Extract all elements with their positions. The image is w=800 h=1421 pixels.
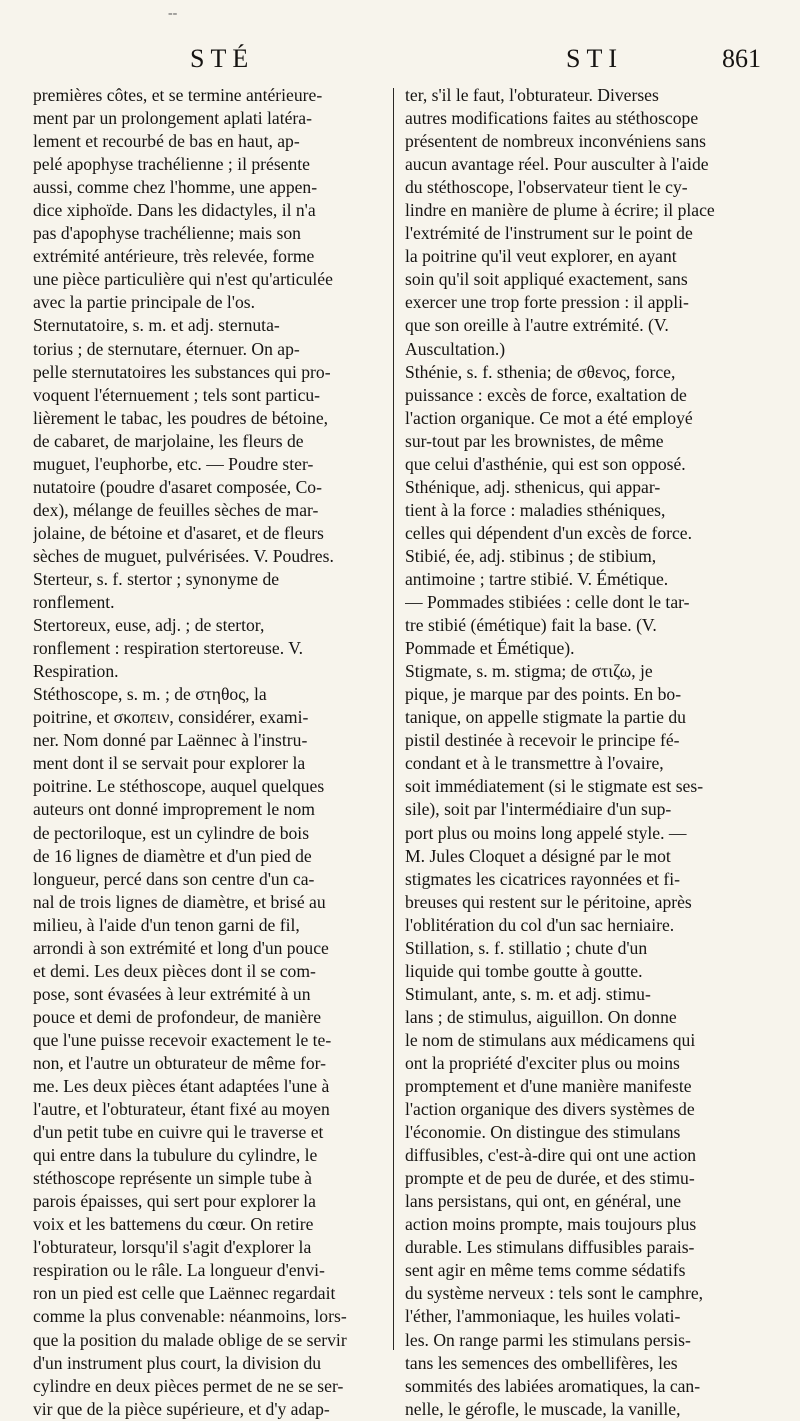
text-line: non, et l'autre un obturateur de même for- (33, 1052, 327, 1073)
text-line: de pectoriloque, est un cylindre de bois (33, 822, 310, 843)
text-line: tans les semences des ombellifères, les (405, 1352, 678, 1373)
text-line: action moins prompte, mais toujours plus (405, 1214, 697, 1235)
text-line: soin qu'il soit appliqué exactement, sans (405, 269, 688, 290)
column-divider (393, 88, 394, 1350)
right-column (405, 84, 763, 1421)
text-line: de cabaret, de marjolaine, les fleurs de (33, 430, 304, 451)
text-line: port plus ou moins long appelé style. — (405, 822, 687, 843)
text-line: lièrement le tabac, les poudres de bétoine, (33, 407, 329, 428)
text-line: longueur, percé dans son centre d'un ca- (33, 868, 315, 889)
text-line: le nom de stimulans aux médicamens qui (405, 1029, 696, 1050)
text-line: torius ; de sternutare, éternuer. On ap- (33, 338, 300, 359)
text-line: d'un instrument plus court, la division du (33, 1352, 322, 1373)
text-line: durable. Les stimulans diffusibles parais- (405, 1237, 695, 1258)
text-line: Auscultation.) (405, 338, 506, 359)
text-line: stéthoscope représente un simple tube à (33, 1168, 312, 1189)
text-line: ment par un prolongement aplati latéra- (33, 108, 312, 129)
text-line: exercer une trop forte pression : il appli- (405, 292, 689, 313)
text-line: prompte et de peu de durée, et des stimu- (405, 1168, 695, 1189)
text-line: milieu, à l'aide d'un tenon garni de fil, (33, 914, 300, 935)
text-line: comme la plus convenable: néanmoins, lors- (33, 1306, 347, 1327)
text-line: autres modifications faites au stéthoscope (405, 108, 699, 129)
text-line: jolaine, de bétoine et d'asaret, et de fleurs (33, 522, 324, 543)
text-line: lement et recourbé de bas en haut, ap- (33, 131, 300, 152)
text-line: aussi, comme chez l'homme, une appen- (33, 177, 318, 198)
text-line: dice xiphoïde. Dans les didactyles, il n'a (33, 200, 316, 221)
text-line: nelle, le gérofle, le muscade, la vanille, (405, 1398, 681, 1419)
text-line: pose, sont évasées à leur extrémité à un (33, 983, 311, 1004)
text-line: nutatoire (poudre d'asaret composée, Co- (33, 476, 322, 497)
text-line: tanique, on appelle stigmate la partie du (405, 707, 686, 728)
text-line: ronflement. (33, 592, 115, 613)
text-line: stigmates les cicatrices rayonnées et fi- (405, 868, 681, 889)
text-line: la poitrine qu'il veut explorer, en ayant (405, 246, 677, 267)
text-line: Stéthoscope, s. m. ; de στηθος, la (33, 684, 267, 705)
text-line: l'extrémité de l'instrument sur le point de (405, 223, 693, 244)
text-line: Stigmate, s. m. stigma; de στιζω, je (405, 661, 653, 682)
text-line: avec la partie principale de l'os. (33, 292, 256, 313)
text-line: sile), soit par l'intermédiaire d'un sup- (405, 799, 672, 820)
text-line: une pièce particulière qui n'est qu'articulée (33, 269, 333, 290)
page-number: 861 (722, 44, 761, 73)
text-line: que l'une puisse recevoir exactement le te- (33, 1029, 332, 1050)
text-line: l'éther, l'ammoniaque, les huiles volati- (405, 1306, 681, 1327)
text-line: Respiration. (33, 661, 119, 682)
text-line: ter, s'il le faut, l'obturateur. Diverses (405, 85, 659, 105)
text-line: auteurs ont donné improprement le nom (33, 799, 315, 820)
running-head-left: STÉ (190, 44, 255, 73)
text-line: tient à la force : maladies sthéniques, (405, 499, 666, 520)
text-line: ment dont il se servait pour explorer la (33, 753, 306, 774)
text-line: lans ; de stimulus, aiguillon. On donne (405, 1006, 677, 1027)
text-line: arrondi à son extrémité et long d'un pouce (33, 937, 329, 958)
text-line: Sternutatoire, s. m. et adj. sternuta- (33, 315, 280, 336)
running-head-right: STI (566, 44, 623, 73)
text-line: l'obturateur, lorsqu'il s'agit d'explorer la (33, 1237, 312, 1258)
text-line: dex), mélange de feuilles sèches de mar- (33, 499, 319, 520)
text-line: l'autre, et l'obturateur, étant fixé au moyen (33, 1099, 330, 1120)
text-line: l'action organique des divers systèmes de (405, 1099, 695, 1120)
text-line: Sterteur, s. f. stertor ; synonyme de (33, 568, 280, 589)
text-line: sent agir en même tems comme sédatifs (405, 1260, 686, 1281)
text-line: pouce et demi de profondeur, de manière (33, 1006, 322, 1027)
text-line: ner. Nom donné par Laënnec à l'instru- (33, 730, 308, 751)
text-line: condant et à le transmettre à l'ovaire, (405, 753, 664, 774)
text-line: sèches de muguet, pulvérisées. V. Poudres. (33, 545, 334, 566)
text-line: d'un petit tube en cuivre qui le traverse et (33, 1122, 324, 1143)
text-line: tre stibié (émétique) fait la base. (V. (405, 615, 657, 636)
text-line: respiration ou le râle. La longueur d'envi- (33, 1260, 325, 1281)
text-line: pelé apophyse trachélienne ; il présente (33, 154, 310, 175)
text-line: parois épaisses, qui sert pour explorer la (33, 1191, 316, 1212)
text-line: du stéthoscope, l'observateur tient le cy- (405, 177, 688, 198)
text-line: vir que de la pièce supérieure, et d'y adap- (33, 1398, 330, 1419)
text-line: que celui d'asthénie, qui est son opposé. (405, 453, 686, 474)
text-line: présentent de nombreux inconvéniens sans (405, 131, 706, 152)
text-line: puissance : excès de force, exaltation de (405, 384, 687, 405)
text-line: du système nerveux : tels sont le camphre, (405, 1283, 704, 1304)
text-line: soit immédiatement (si le stigmate est ses- (405, 776, 704, 797)
text-line: Stertoreux, euse, adj. ; de stertor, (33, 615, 265, 636)
text-line: que son oreille à l'autre extrémité. (V. (405, 315, 669, 336)
text-line: breuses qui restent sur le péritoine, après (405, 891, 692, 912)
top-mark: -- (168, 6, 178, 21)
text-line: antimoine ; tartre stibié. V. Émétique. (405, 568, 669, 589)
text-line: les. On range parmi les stimulans persis- (405, 1329, 691, 1350)
text-line: Pommade et Émétique). (405, 638, 575, 659)
text-line: ronflement : respiration stertoreuse. V. (33, 638, 304, 659)
text-line: Sthénique, adj. sthenicus, qui appar- (405, 476, 661, 497)
text-line: M. Jules Cloquet a désigné par le mot (405, 845, 671, 866)
text-line: poitrine, et σκοπειν, considérer, exami- (33, 707, 309, 728)
text-line: l'action organique. Ce mot a été employé (405, 407, 693, 428)
text-line: promptement et d'une manière manifeste (405, 1076, 692, 1097)
text-line: l'économie. On distingue des stimulans (405, 1122, 681, 1143)
text-line: Stibié, ée, adj. stibinus ; de stibium, (405, 545, 657, 566)
text-line: lans persistans, qui ont, en général, une (405, 1191, 682, 1212)
text-line: nal de trois lignes de diamètre, et brisé au (33, 891, 326, 912)
text-line: celles qui dépendent d'un excès de force. (405, 522, 692, 543)
text-line: cylindre en deux pièces permet de ne se ser- (33, 1375, 344, 1396)
text-line: lindre en manière de plume à écrire; il place (405, 200, 715, 221)
text-line: Stimulant, ante, s. m. et adj. stimu- (405, 983, 651, 1004)
text-line: pistil destinée à recevoir le principe fé- (405, 730, 680, 751)
text-line: que la position du malade oblige de se servir (33, 1329, 347, 1350)
left-column (33, 84, 389, 1421)
text-line: ont la propriété d'exciter plus ou moins (405, 1052, 680, 1073)
text-line: pas d'apophyse trachélienne; mais son (33, 223, 301, 244)
text-line: aucun avantage réel. Pour ausculter à l'aide (405, 154, 709, 175)
text-line: poitrine. Le stéthoscope, auquel quelques (33, 776, 325, 797)
text-line: liquide qui tombe goutte à goutte. (405, 960, 643, 981)
text-line: Sthénie, s. f. sthenia; de σθενος, force, (405, 361, 676, 382)
text-line: ron un pied est celle que Laënnec regardait (33, 1283, 336, 1304)
text-line: de 16 lignes de diamètre et d'un pied de (33, 845, 312, 866)
text-line: — Pommades stibiées : celle dont le tar- (405, 592, 690, 613)
text-line: qui entre dans la tubulure du cylindre, le (33, 1145, 318, 1166)
text-line: diffusibles, c'est-à-dire qui ont une action (405, 1145, 697, 1166)
text-line: sur-tout par les brownistes, de même (405, 430, 664, 451)
text-line: me. Les deux pièces étant adaptées l'une à (33, 1076, 330, 1097)
text-line: l'oblitération du col d'un sac herniaire. (405, 914, 675, 935)
text-line: Stillation, s. f. stillatio ; chute d'un (405, 937, 648, 958)
text-line: et demi. Les deux pièces dont il se com- (33, 960, 316, 981)
text-line: sommités des labiées aromatiques, la can- (405, 1375, 701, 1396)
text-line: voquent l'éternuement ; tels sont particu- (33, 384, 321, 405)
text-line: pique, je marque par des points. En bo- (405, 684, 682, 705)
text-line: pelle sternutatoires les substances qui pro- (33, 361, 331, 382)
text-line: premières côtes, et se termine antérieure- (33, 85, 323, 105)
text-line: voix et les battemens du cœur. On retire (33, 1214, 314, 1235)
text-line: muguet, l'euphorbe, etc. — Poudre ster- (33, 453, 314, 474)
text-line: extrémité antérieure, très relevée, forme (33, 246, 315, 267)
